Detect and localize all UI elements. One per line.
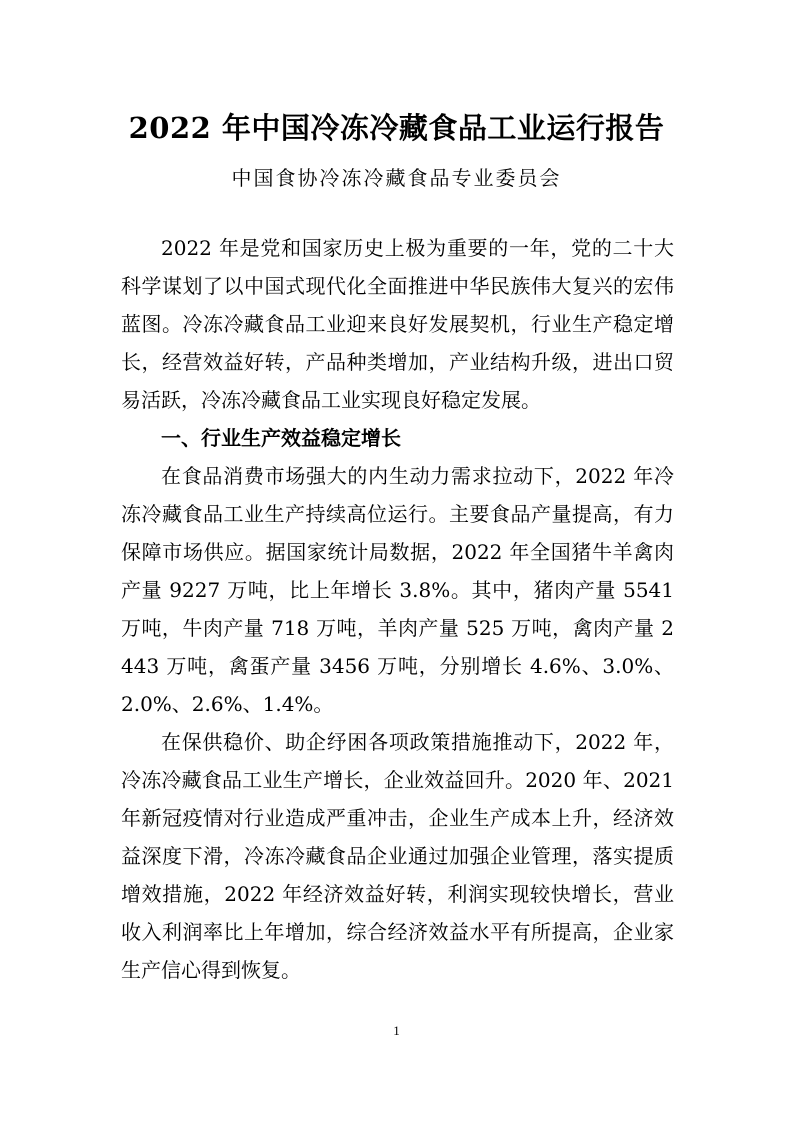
- page-number: 1: [393, 1023, 400, 1038]
- intro-paragraph: 2022 年是党和国家历史上极为重要的一年，党的二十大科学谋划了以中国式现代化全面推进中华民族伟大复兴的宏伟蓝图。冷冻冷藏食品工业迎来良好发展契机，行业生产稳定增长，经营效益好转，产品种类增加，产业结构升级，进出口贸易活跃，冷冻冷藏食品工业实现良好稳定发展。: [121, 236, 674, 412]
- document-title: 2022 年中国冷冻冷藏食品工业运行报告: [128, 111, 665, 145]
- section-paragraph-2: 在保供稳价、助企纾困各项政策措施推动下，2022 年，冷冻冷藏食品工业生产增长，企业效益回升。2020 年、2021 年新冠疫情对行业造成严重冲击，企业生产成本上升，经济效益深度下滑，冷冻冷藏食品企业通过加强企业管理，落实提质增效措施，2022 年经济效益好转，利润实现较快增长，营业收入利润率比上年增加，综合经济效益水平有所提高，企业家生产信心得到恢复。: [121, 730, 674, 982]
- section-paragraph-1: 在食品消费市场强大的内生动力需求拉动下，2022 年冷冻冷藏食品工业生产持续高位运行。主要食品产量提高，有力保障市场供应。据国家统计局数据，2022 年全国猪牛羊禽肉产量 9227 万吨，比上年增长 3.8%。其中，猪肉产量 5541 万吨，牛肉产量 718 万吨，羊肉产量 525 万吨，禽肉产量 2443 万吨，禽蛋产量 3456 万吨，分别增长 4.6%、3.0%、2.0%、2.6%、1.4%。: [121, 464, 674, 716]
- section-heading: 一、行业生产效益稳定增长: [161, 426, 401, 450]
- document-author: 中国食协冷冻冷藏食品专业委员会: [231, 166, 562, 190]
- document-body: [121, 229, 674, 989]
